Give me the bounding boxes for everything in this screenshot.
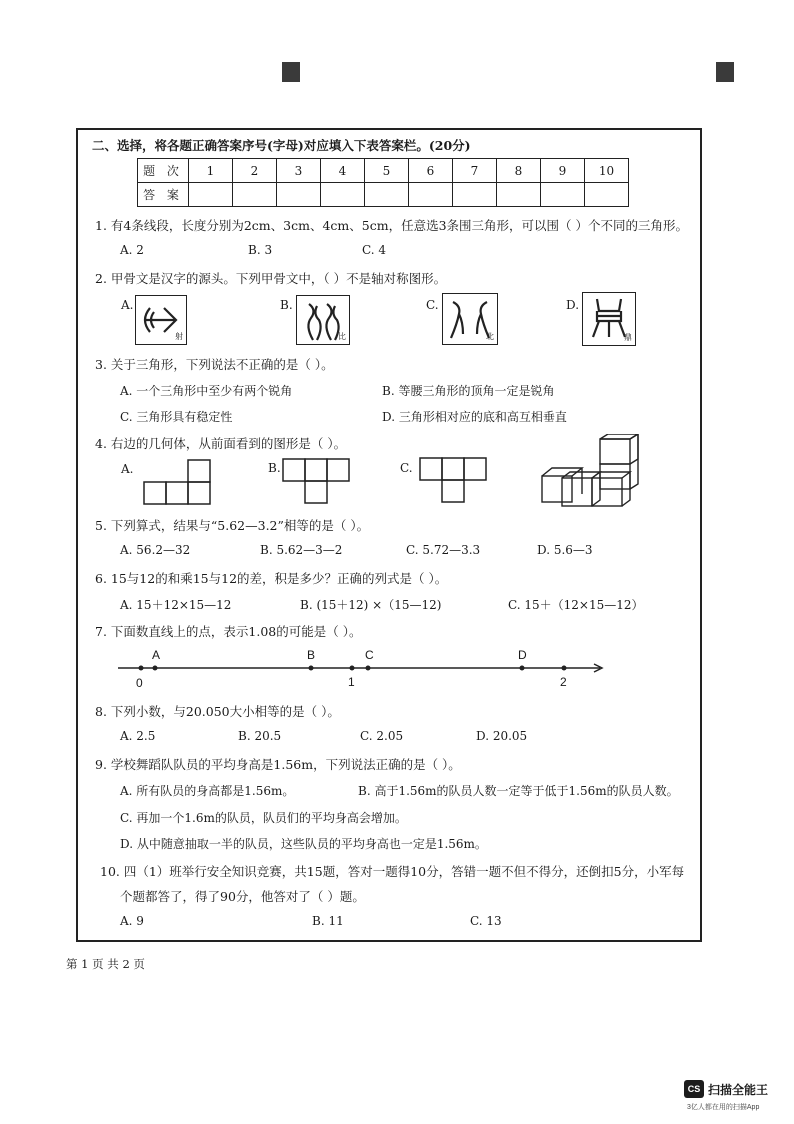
- q5-option-a[interactable]: A. 56.2—32: [120, 543, 191, 557]
- answer-cell[interactable]: [585, 183, 629, 207]
- table-cell: 3: [277, 159, 321, 183]
- q7-stem: 7. 下面数直线上的点，表示1.08的可能是（ ）。: [95, 624, 362, 639]
- q9-option-a[interactable]: A. 所有队员的身高都是1.56m。: [120, 784, 295, 798]
- table-cell: 7: [453, 159, 497, 183]
- table-cell: 8: [497, 159, 541, 183]
- q8-option-d[interactable]: D. 20.05: [476, 729, 528, 743]
- q9-option-d[interactable]: D. 从中随意抽取一半的队员，这些队员的平均身高也一定是1.56m。: [120, 837, 487, 851]
- q3-option-b[interactable]: B. 等腰三角形的顶角一定是锐角: [382, 384, 555, 398]
- q2-option-d[interactable]: D.: [566, 298, 580, 312]
- q5-option-b[interactable]: B. 5.62—3—2: [260, 543, 343, 557]
- answer-cell[interactable]: [541, 183, 585, 207]
- q1-option-c[interactable]: C. 4: [362, 243, 387, 257]
- q2-option-b[interactable]: B.: [280, 298, 293, 312]
- q4-solid-figure: [540, 434, 640, 510]
- oracle-caption-bei: 北: [486, 332, 494, 341]
- q4-figure-b: [282, 457, 352, 505]
- table-cell: 10: [585, 159, 629, 183]
- q3-option-d[interactable]: D. 三角形相对应的底和高互相垂直: [382, 410, 567, 424]
- q4-option-a[interactable]: A.: [121, 462, 134, 476]
- watermark-tagline: 3亿人都在用的扫描App: [687, 1104, 760, 1111]
- q1-option-b[interactable]: B. 3: [248, 243, 273, 257]
- q6-option-c[interactable]: C. 15＋（12×15—12）: [508, 598, 644, 612]
- point-label-a: A: [152, 648, 161, 662]
- answer-cell[interactable]: [277, 183, 321, 207]
- table-cell: 6: [409, 159, 453, 183]
- q9-stem: 9. 学校舞蹈队队员的平均身高是1.56m，下列说法正确的是（ ）。: [95, 757, 461, 772]
- point-label-d: D: [518, 648, 527, 662]
- oracle-caption-bi: 比: [338, 332, 346, 341]
- q10-option-c[interactable]: C. 13: [470, 914, 502, 928]
- registration-mark-right: [716, 62, 734, 82]
- q10-option-a[interactable]: A. 9: [120, 914, 144, 928]
- q3-stem: 3. 关于三角形，下列说法不正确的是（ ）。: [95, 357, 334, 372]
- q10-option-b[interactable]: B. 11: [312, 914, 344, 928]
- q10-stem-line2: 个题都答了，得了90分，他答对了（ ）题。: [120, 889, 365, 904]
- table-cell: 2: [233, 159, 277, 183]
- q3-option-a[interactable]: A. 一个三角形中至少有两个锐角: [120, 384, 293, 398]
- oracle-ding-image: [582, 292, 636, 346]
- answer-cell[interactable]: [233, 183, 277, 207]
- q4-figure-a: [143, 458, 213, 506]
- q1-stem: 1. 有4条线段，长度分别为2cm、3cm、4cm、5cm，任意选3条围三角形，可以围（ ）个不同的三角形。: [95, 218, 689, 233]
- q6-option-a[interactable]: A. 15＋12×15—12: [120, 598, 232, 612]
- table-cell: 1: [189, 159, 233, 183]
- q4-figure-c: [419, 456, 489, 506]
- q3-option-c[interactable]: C. 三角形具有稳定性: [120, 410, 233, 424]
- oracle-caption-she: 射: [175, 332, 183, 341]
- q5-option-d[interactable]: D. 5.6—3: [537, 543, 593, 557]
- camscanner-logo-icon: CS: [684, 1080, 704, 1098]
- oracle-bi-image: [296, 295, 350, 345]
- oracle-she-image: [135, 295, 187, 345]
- row-label: 题 次: [138, 159, 189, 183]
- tick-label-0: 0: [136, 676, 143, 690]
- q1-option-a[interactable]: A. 2: [120, 243, 144, 257]
- watermark-app-name: 扫描全能王: [708, 1083, 769, 1097]
- answer-cell[interactable]: [321, 183, 365, 207]
- answer-cell[interactable]: [189, 183, 233, 207]
- table-cell: 5: [365, 159, 409, 183]
- q4-option-c[interactable]: C.: [400, 461, 413, 475]
- q4-stem: 4. 右边的几何体，从前面看到的图形是（ ）。: [95, 436, 347, 451]
- q8-option-a[interactable]: A. 2.5: [120, 729, 156, 743]
- q5-stem: 5. 下列算式，结果与“5.62—3.2”相等的是（ ）。: [95, 518, 370, 533]
- table-row: [138, 183, 629, 207]
- oracle-caption-ding: 鼎: [624, 333, 632, 342]
- answer-cell[interactable]: [365, 183, 409, 207]
- q2-stem: 2. 甲骨文是汉字的源头。下列甲骨文中，（ ）不是轴对称图形。: [95, 271, 447, 286]
- oracle-bei-image: [442, 293, 498, 345]
- table-row: [138, 159, 629, 183]
- q6-stem: 6. 15与12的和乘15与12的差，积是多少？正确的列式是（ ）。: [95, 571, 448, 586]
- answer-cell[interactable]: [453, 183, 497, 207]
- tick-label-2: 2: [560, 675, 567, 689]
- q8-option-b[interactable]: B. 20.5: [238, 729, 282, 743]
- q6-option-b[interactable]: B. (15＋12) ×（15—12): [300, 598, 442, 612]
- q2-option-a[interactable]: A.: [121, 298, 134, 312]
- q2-option-c[interactable]: C.: [426, 298, 439, 312]
- q10-stem-line1: 10. 四（1）班举行安全知识竞赛，共15题，答对一题得10分，答错一题不但不得分，还倒扣5分，小军每: [100, 864, 685, 879]
- registration-mark-left: [282, 62, 300, 82]
- q9-option-b[interactable]: B. 高于1.56m的队员人数一定等于低于1.56m的队员人数。: [358, 784, 679, 798]
- answer-table: [137, 158, 629, 207]
- tick-label-1: 1: [348, 675, 355, 689]
- q8-option-c[interactable]: C. 2.05: [360, 729, 404, 743]
- point-label-b: B: [307, 648, 316, 662]
- table-cell: 9: [541, 159, 585, 183]
- section-title: 二、选择，将各题正确答案序号(字母)对应填入下表答案栏。(20分): [92, 138, 471, 153]
- answer-cell[interactable]: [409, 183, 453, 207]
- q4-option-b[interactable]: B.: [268, 461, 281, 475]
- row-label: 答 案: [138, 183, 189, 207]
- point-label-c: C: [365, 648, 374, 662]
- page-number: 第 1 页 共 2 页: [66, 957, 145, 971]
- q5-option-c[interactable]: C. 5.72—3.3: [406, 543, 481, 557]
- table-cell: 4: [321, 159, 365, 183]
- answer-cell[interactable]: [497, 183, 541, 207]
- number-line: [112, 660, 612, 676]
- q8-stem: 8. 下列小数，与20.050大小相等的是（ ）。: [95, 704, 340, 719]
- q9-option-c[interactable]: C. 再加一个1.6m的队员，队员们的平均身高会增加。: [120, 811, 407, 825]
